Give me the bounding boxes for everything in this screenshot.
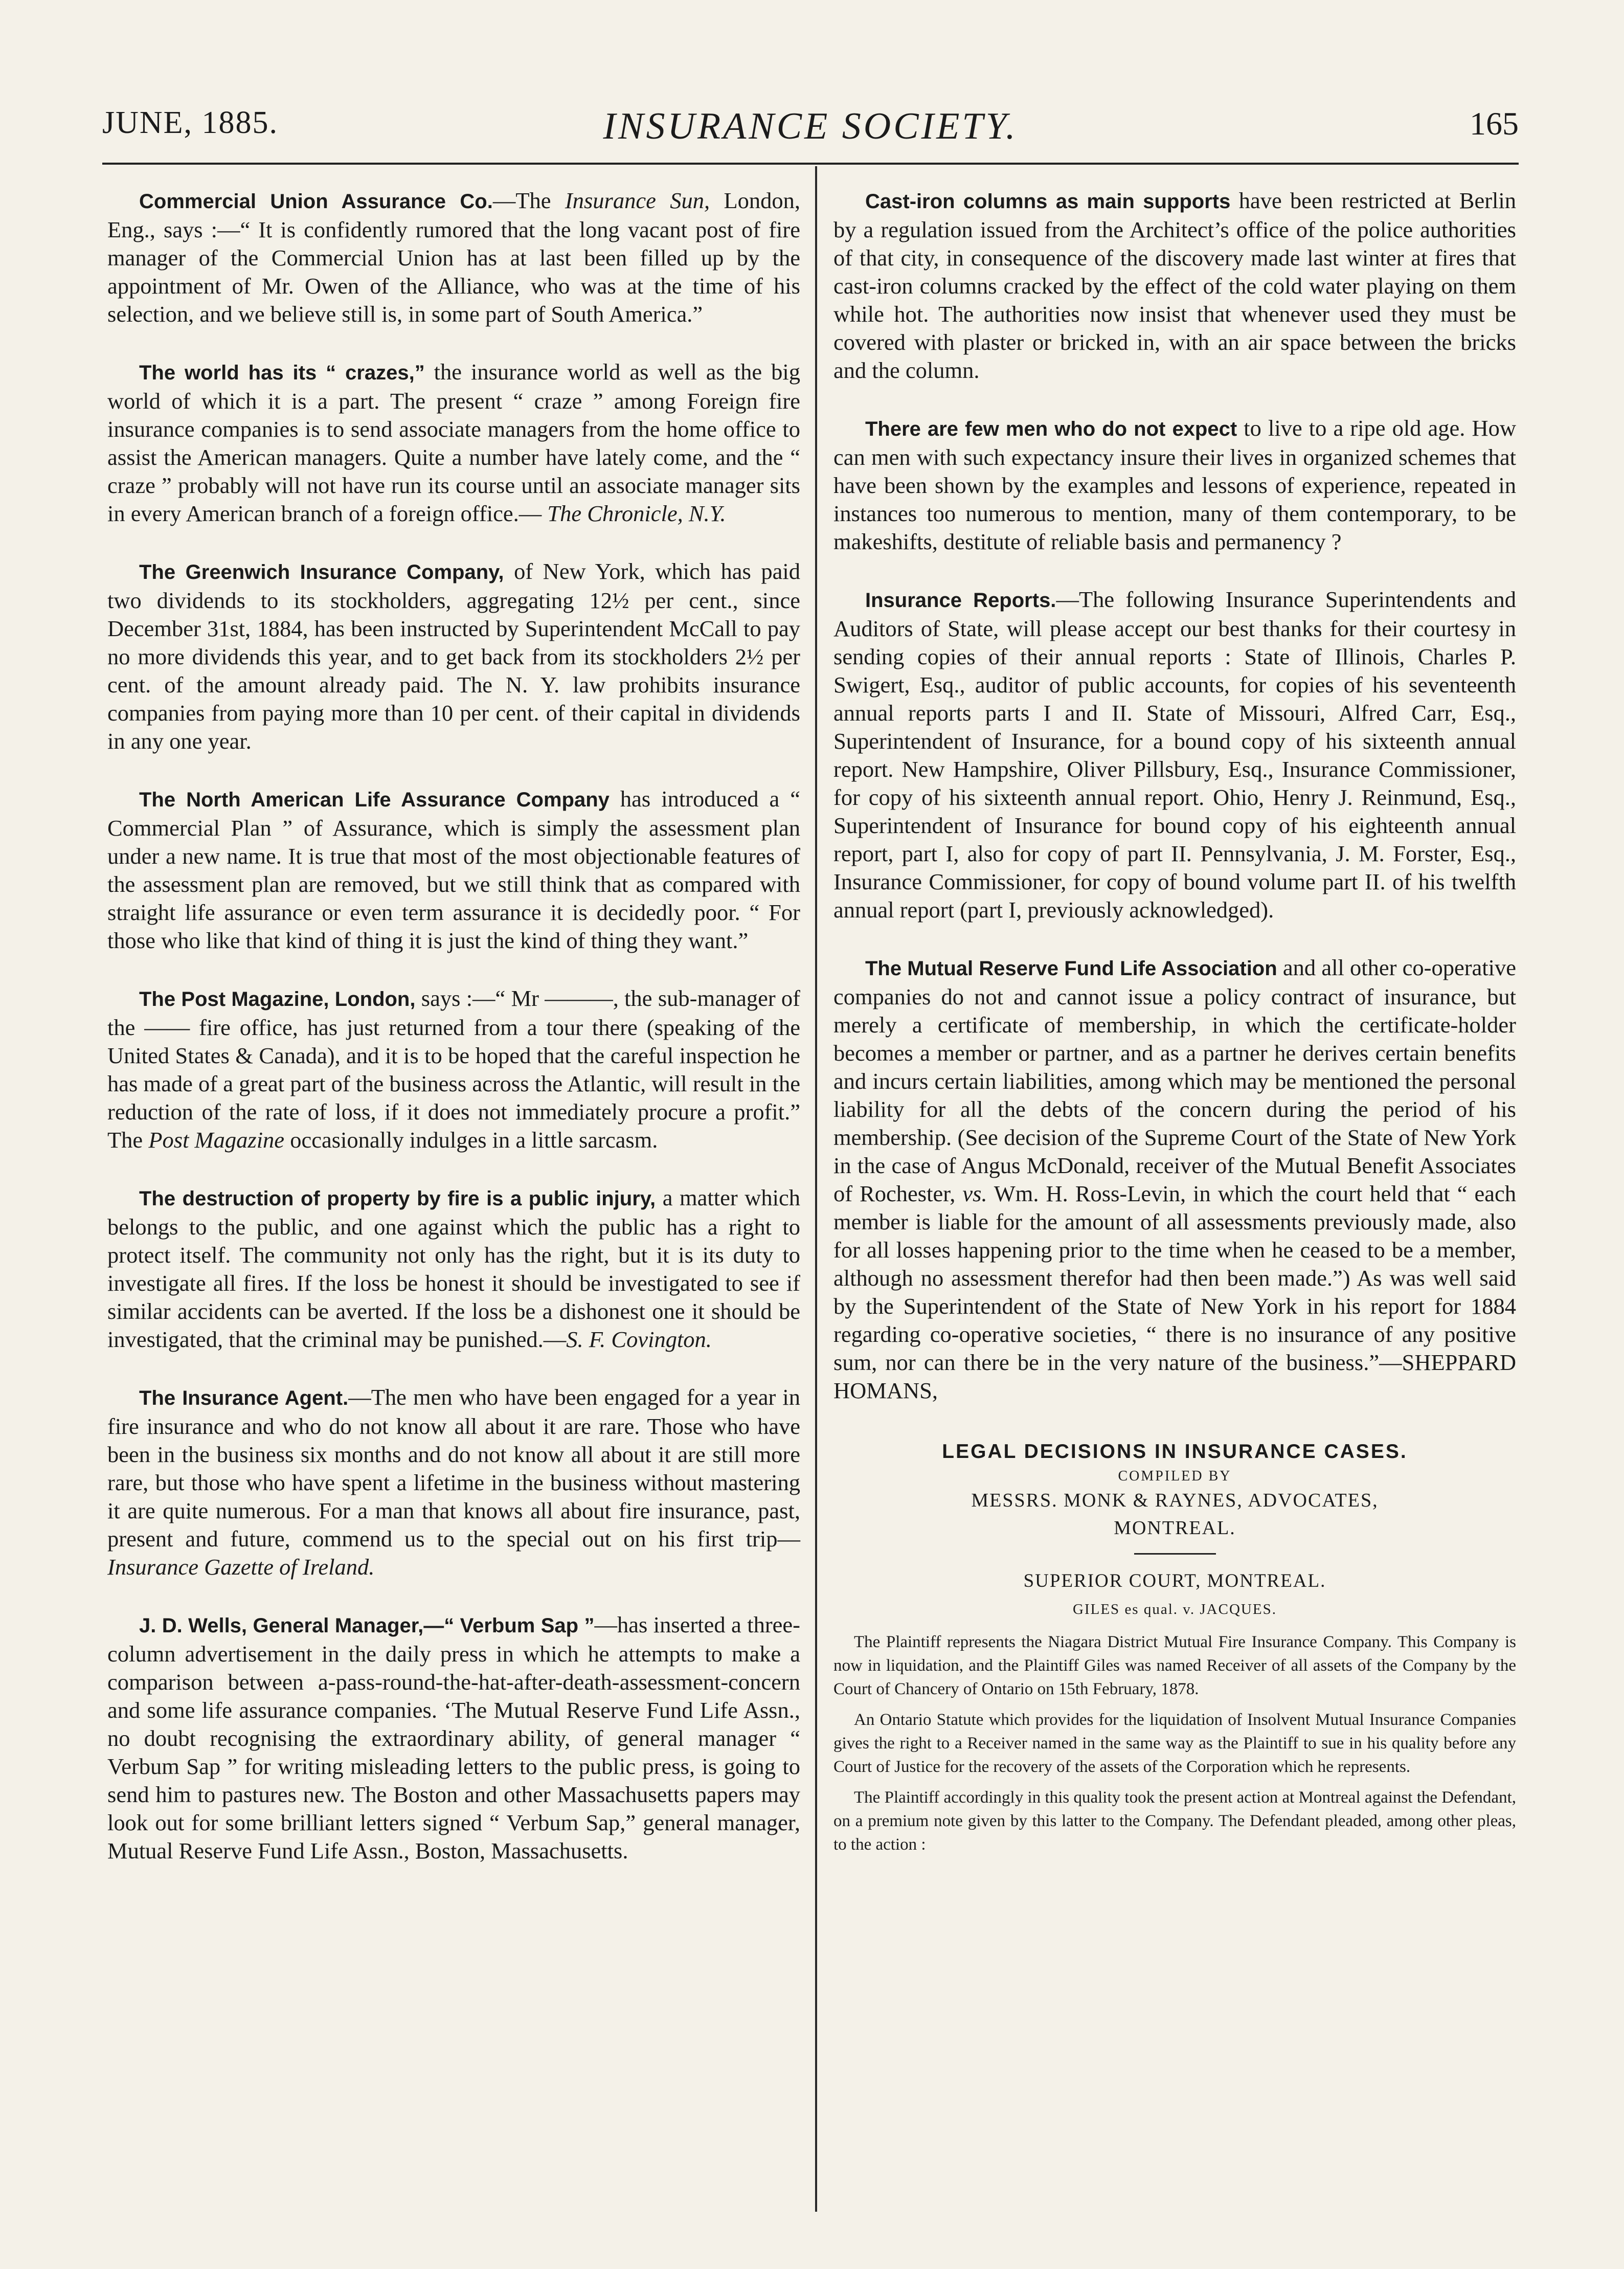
article-paragraph (107, 1383, 800, 1581)
right-column (833, 187, 1516, 1863)
article-paragraph (107, 1611, 800, 1865)
article-text: have been restricted at Berlin by a regulation issued from the Architect’s office of the police authorities of that city, in consequence of the discovery made last winter at fires that cast-iron columns cracked by the effect of the cold water playing on them while hot. The authorities now insist that whenever used they must be covered with plaster or bricked in, with an air space between the bricks and the column. (833, 188, 1516, 383)
article-text: a matter which belongs to the public, and one against which the public has a right to protect itself. The community not only has the right, but it is its duty to investigate all fires. If the loss be honest it should be investigated to see if similar accidents can be averted. If the loss be a dishonest one it should be investigated, that the criminal may be punished.— (107, 1185, 801, 1352)
article-lead: The Post Magazine, London, (139, 988, 416, 1010)
article-text: the insurance world as well as the big world of which it is a part. The present “ craze ” among Foreign fire insurance companies is to send associate managers from the home office to assist the American managers. Quite a number have lately come, and the “ craze ” probably will not have run its course until an associate manager sits in every American branch of a foreign office.— (107, 359, 800, 526)
italic-text: vs. (962, 1181, 987, 1206)
article-paragraph (107, 785, 800, 955)
legal-decisions-section (833, 1441, 1516, 1856)
article-text: to live to a ripe old age. How can men with such expectancy insure their lives in organized schemes that have been shown by the examples and lessons of experience, repeated in instances too numerous to mention, many of them contemporary, to be makeshifts, destitute of reliable basis and permanency ? (833, 415, 1516, 554)
right-column-articles (833, 187, 1516, 1405)
publication-title: INSURANCE SOCIETY. (603, 105, 1018, 147)
legal-paragraph: An Ontario Statute which provides for the liquidation of Insolvent Mutual Insurance Companies gives the right to a Receiver named in the same way as the Plaintiff to sue in his quality before any Court of Justice for the recovery of the assets of the Corporation which he represents. (833, 1711, 1516, 1776)
column-divider (815, 166, 817, 2212)
article-text: and all other co-operative companies do not and cannot issue a policy contract of insurance, but merely a certificate of membership, in which the certificate-holder becomes a member or partner, and as a partner he derives certain benefits and incurs certain liabilities, among which may be mentioned the personal liability for all the debts of the concern during the period of his membership. (See decision of the Supreme Court of the State of New York in the case of Angus McDonald, receiver of the Mutual Benefit Associates of Rochester, (833, 955, 1516, 1206)
page-number: 165 (1470, 105, 1519, 142)
article-text: —The following Insurance Superintendents and Auditors of State, will please accept our best thanks for their courtesy in sending copies of their annual reports : State of Illinois, Charles P. Swigert, Esq., auditor of public accounts, for copies of his seventeenth annual reports parts I and II. State of Missouri, Alfred Carr, Esq., Superintendent of Insurance, for a bound copy of his sixteenth annual report. New Hampshire, Oliver Pillsbury, Esq., Insurance Commissioner, for copy of his sixteenth annual report. Ohio, Henry J. Reinmund, Esq., Superintendent of Insurance for bound copy of his eighteenth annual report, part I, also for copy of part II. Pennsylvania, J. M. Forster, Esq., Insurance Commissioner, for copy of bound volume part II. of his twelfth annual report (part I, previously acknowledged). (833, 587, 1517, 923)
article-paragraph (107, 557, 800, 755)
article-text: of New York, which has paid two dividends to its stockholders, aggregating 12½ per cent., since December 31st, 1884, has been instructed by Superintendent McCall to pay no more dividends this year, and to get back from its stockholders 2½ per cent. of the amount already paid. The N. Y. law prohibits insurance companies from paying more than 10 per cent. of their capital in dividends in any one year. (107, 558, 800, 754)
article-lead: The Insurance Agent. (139, 1387, 349, 1409)
article-paragraph (833, 187, 1516, 385)
italic-text: S. F. Covington. (566, 1327, 712, 1352)
article-paragraph (107, 187, 800, 328)
page-header (102, 105, 1519, 151)
article-paragraph (833, 414, 1516, 556)
article-paragraph (107, 984, 800, 1154)
compiled-by: COMPILED BY (1118, 1468, 1232, 1484)
article-text: Wm. H. Ross-Levin, in which the court held that “ each member is liable for the amount of all assessments previously made, also for all losses happening prior to the time when he ceased to be a member, although no assessment therefor had then been made.”) As was well said by the Superintendent of the State of New York in his report for 1884 regarding co-operative societies, “ there is no insurance of any positive sum, nor can there be in the very nature of the business.”—SHEPPARD HOMANS, (833, 1181, 1516, 1403)
italic-text: Insurance Sun, (565, 188, 710, 213)
article-paragraph (107, 358, 800, 528)
article-paragraph (833, 586, 1516, 924)
legal-section-title: LEGAL DECISIONS IN INSURANCE CASES. (942, 1441, 1408, 1463)
article-text: —The men who have been engaged for a year in fire insurance and who do not know all about it are rare. Those who have been in the business six months and do not know all about it are still more rare, but those who have spent a lifetime in the business without mastering it are quite numerous. For a man that knows all about fire insurance, past, present and future, commend us to the special out on his first trip— (107, 1384, 800, 1552)
italic-text: Insurance Gazette of Ireland. (107, 1554, 375, 1580)
article-lead: Cast-iron columns as main supports (865, 190, 1231, 213)
italic-text: The Chronicle, N.Y. (547, 501, 726, 526)
article-text: —has inserted a three-column advertisement in the daily press in which he attempts to make a comparison between a-pass-round-the-hat-after-death-assessment-concern and some life assurance companies. ‘The Mutual Reserve Fund Life Assn., no doubt recognising the extraordinary ability, of general manager “ Verbum Sap ” for writing misleading letters to the public press, is going to send him to pastures new. The Boston and other Massachusetts papers may look out for some brilliant letters signed “ Verbum Sap,” general manager, Mutual Reserve Fund Life Assn., Boston, Massachusetts. (107, 1612, 800, 1863)
article-text: says :—“ Mr ———, the sub-manager of the —— fire office, has just returned from a tour there (speaking of the United States & Canada), and it is to be hoped that the careful inspection he has made of a great part of the business across the Atlantic, will result in the reduction of the rate of loss, if it does not immediately procure a profit.” The (107, 985, 800, 1153)
article-lead: The North American Life Assurance Company (139, 789, 610, 811)
issue-date: JUNE, 1885. (102, 105, 279, 140)
legal-paragraph: The Plaintiff accordingly in this quality took the present action at Montreal against the Defendant, on a premium note given by this latter to the Company. The Defendant pleaded, among other pleas, to the action : (833, 1788, 1516, 1854)
article-text: London, Eng., says :—“ It is confidently rumored that the long vacant post of fire manager of the Commercial Union has at last been filled up by the appointment of Mr. Owen of the Alliance, who was at the time of his selection, and we believe still is, in some part of South America.” (107, 188, 800, 327)
article-lead: Commercial Union Assurance Co. (139, 190, 493, 213)
article-lead: The destruction of property by fire is a public injury, (139, 1187, 656, 1210)
header-rule (102, 163, 1519, 165)
article-lead: The world has its “ crazes,” (139, 362, 425, 384)
case-title: GILES es qual. v. JACQUES. (1073, 1601, 1277, 1617)
article-lead: The Greenwich Insurance Company, (139, 561, 504, 583)
article-text: —The (492, 188, 565, 213)
left-column (107, 187, 800, 1865)
article-lead: J. D. Wells, General Manager,—“ Verbum Sap ” (139, 1614, 595, 1637)
compiler-city: MONTREAL. (1114, 1517, 1236, 1539)
court-name: SUPERIOR COURT, MONTREAL. (1023, 1570, 1326, 1591)
article-paragraph (833, 954, 1516, 1405)
compiler-firm: MESSRS. MONK & RAYNES, ADVOCATES, (971, 1490, 1379, 1511)
article-text: has introduced a “ Commercial Plan ” of Assurance, which is simply the assessment plan under a new name. It is true that most of the most objectionable features of the assessment plan are removed, but we still think that as compared with straight life assurance or even term assurance it is decidedly poor. “ For those who like that kind of thing it is just the kind of thing they want.” (107, 786, 800, 953)
article-text: occasionally indulges in a little sarcasm. (284, 1127, 658, 1153)
italic-text: Post Magazine (148, 1127, 285, 1153)
section-rule (1134, 1553, 1216, 1555)
article-lead: Insurance Reports. (865, 589, 1056, 612)
legal-paragraph: The Plaintiff represents the Niagara District Mutual Fire Insurance Company. This Company is now in liquidation, and the Plaintiff Giles was named Receiver of all assets of the Company by the Court of Chancery of Ontario on 15th February, 1878. (833, 1633, 1516, 1698)
article-lead: There are few men who do not expect (865, 418, 1237, 440)
article-lead: The Mutual Reserve Fund Life Association (865, 957, 1277, 980)
article-paragraph (107, 1184, 800, 1354)
